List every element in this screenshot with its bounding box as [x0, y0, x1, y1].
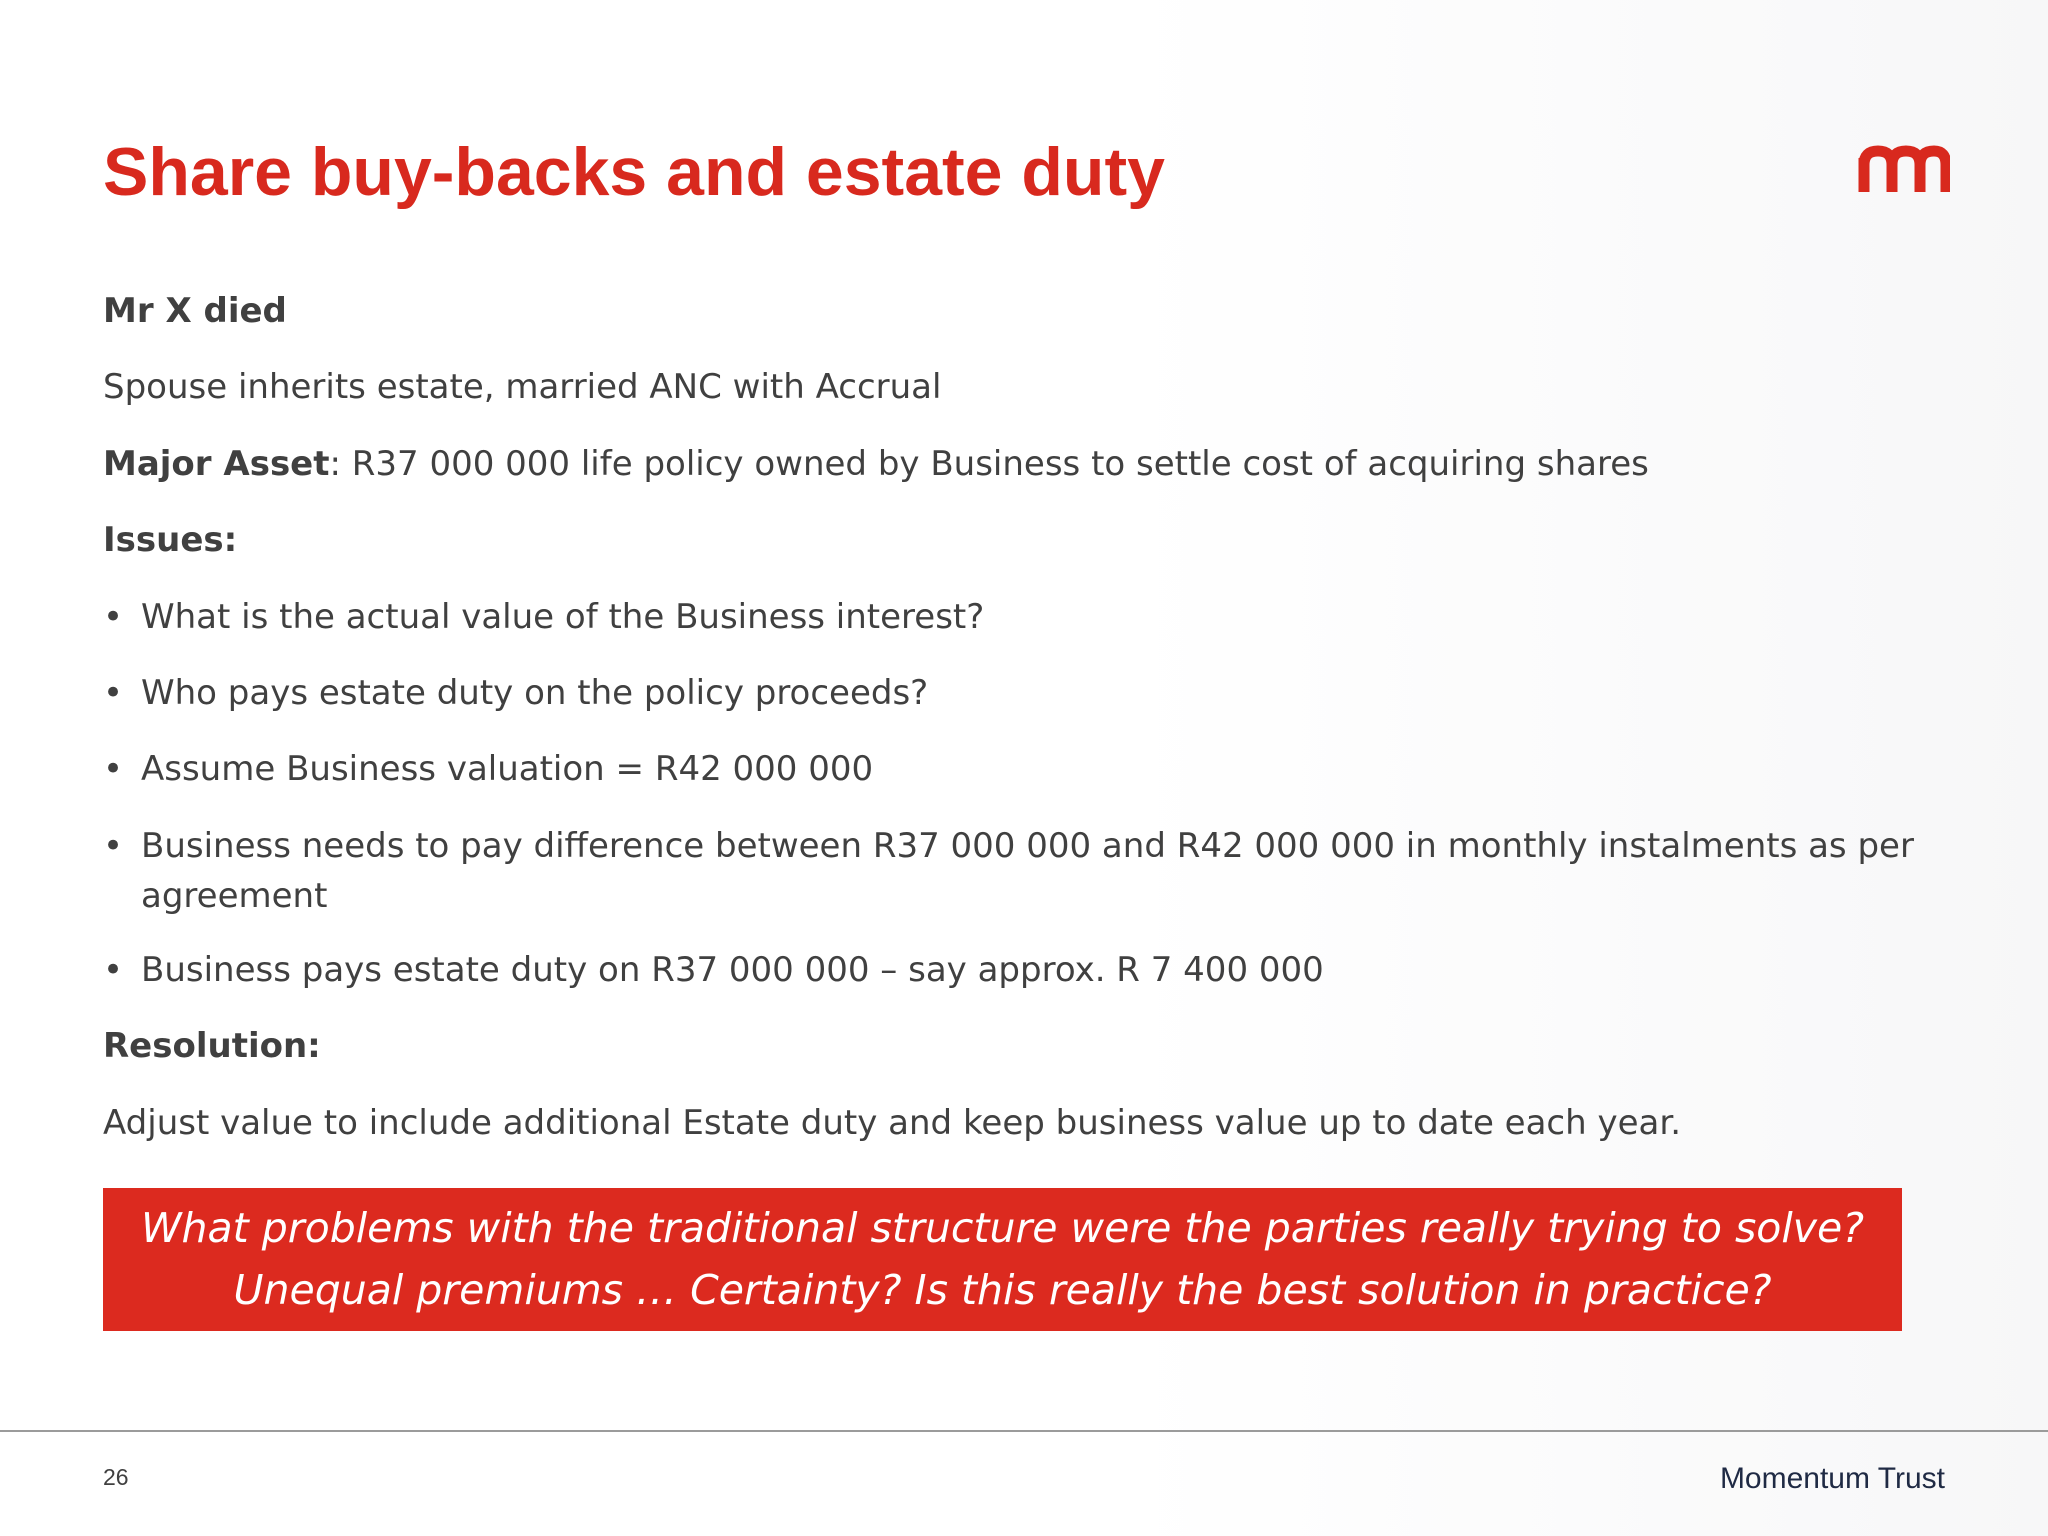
issues-label: Issues:: [103, 520, 238, 561]
footer-brand: Momentum Trust: [1719, 1462, 1945, 1495]
spouse-line: Spouse inherits estate, married ANC with Accrual: [103, 367, 942, 408]
question-callout: [103, 1188, 1902, 1331]
resolution-text: Adjust value to include additional Estate duty and keep business value up to date each year.: [103, 1102, 1682, 1143]
bullet-dot-icon: •: [103, 949, 124, 990]
heading-mr-x-died: Mr X died: [103, 291, 287, 331]
footer-divider: [0, 1430, 2048, 1432]
slide-title: Share buy-backs and estate duty: [103, 134, 1165, 210]
momentum-m-logo-icon: [1858, 140, 1950, 200]
issue-bullet: [103, 945, 1903, 1021]
major-asset-line: [103, 439, 1903, 515]
bullet-dot-icon: •: [103, 749, 124, 790]
issue-bullet: [103, 744, 1903, 820]
callout-line-1: What problems with the traditional structure were the parties really trying to solve?: [140, 1204, 1865, 1252]
resolution-label: Resolution:: [103, 1026, 321, 1067]
issue-bullet: [103, 592, 1903, 668]
issue-text: Business needs to pay difference between R37 000 000 and R42 000 000 in monthly instalments as per agreement: [141, 825, 1914, 916]
issue-bullet: [103, 668, 1903, 744]
slide-body: [103, 286, 1914, 1174]
major-asset-label: Major Asset: [103, 443, 330, 484]
issue-text: Business pays estate duty on R37 000 000 – say approx. R 7 400 000: [141, 949, 1324, 990]
major-asset-text: : R37 000 000 life policy owned by Business to settle cost of acquiring shares: [329, 443, 1649, 484]
issue-bullet: [103, 821, 1921, 945]
bullet-dot-icon: •: [103, 672, 124, 713]
issue-text: Who pays estate duty on the policy proceeds?: [141, 672, 929, 713]
issue-text: What is the actual value of the Business interest?: [141, 596, 985, 637]
bullet-dot-icon: •: [103, 596, 124, 637]
issue-text: Assume Business valuation = R42 000 000: [141, 749, 874, 790]
page-number: 26: [103, 1464, 129, 1490]
bullet-dot-icon: •: [103, 825, 124, 866]
callout-line-2: Unequal premiums … Certainty? Is this really the best solution in practice?: [233, 1266, 1772, 1314]
